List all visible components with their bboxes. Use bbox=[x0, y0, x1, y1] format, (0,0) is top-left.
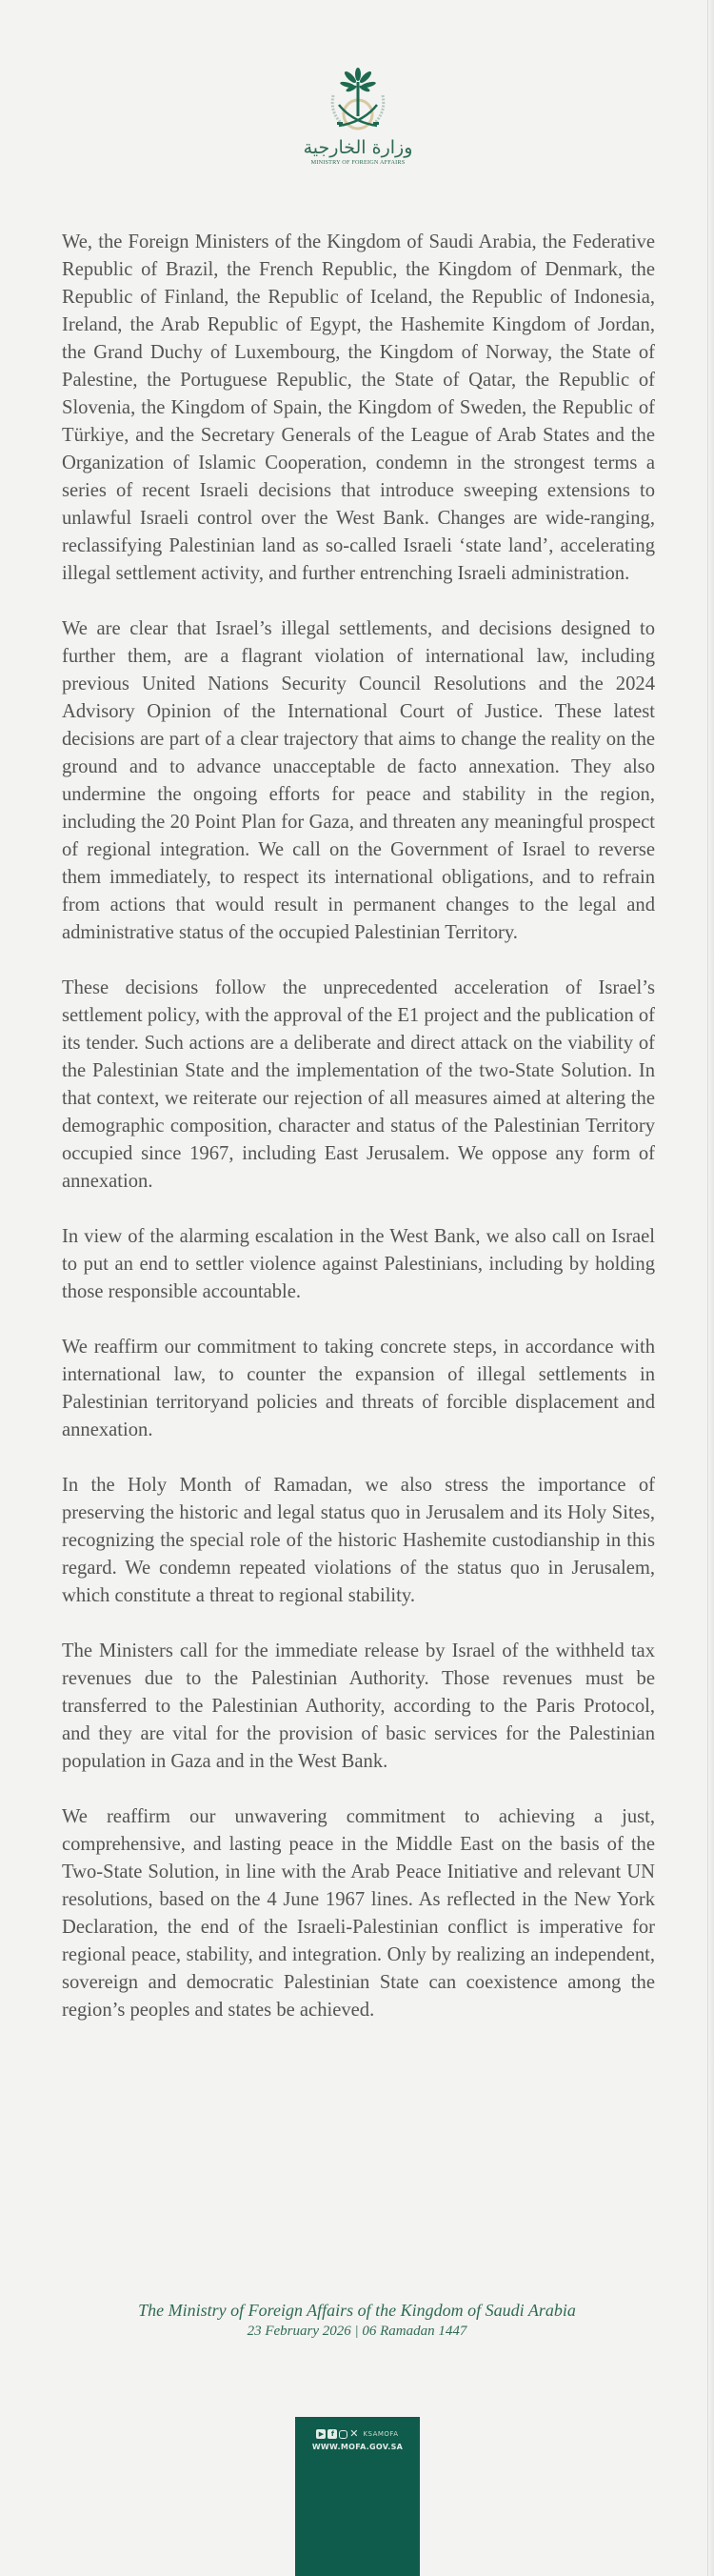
statement-paragraph-5: We reaffirm our commitment to taking concrete steps, in accordance with international law, to counter the expansion of illegal settlements in Palestinian territoryand policies and threats of forcible displacement and annexation. bbox=[62, 1337, 655, 1440]
signature-date: 23 February 2026 | 06 Ramadan 1447 bbox=[247, 2324, 467, 2339]
facebook-icon[interactable]: f bbox=[327, 2429, 337, 2439]
palm-and-swords-emblem-icon bbox=[320, 67, 396, 135]
x-icon[interactable]: ✕ bbox=[349, 2427, 359, 2440]
statement-body bbox=[62, 229, 655, 2052]
ministry-logo bbox=[303, 67, 413, 173]
signature-issuer: The Ministry of Foreign Affairs of the Kingdom of Saudi Arabia bbox=[138, 2301, 576, 2320]
logo-english-text: MINISTRY OF FOREIGN AFFAIRS bbox=[310, 159, 406, 166]
statement-paragraph-1: We, the Foreign Ministers of the Kingdom of Saudi Arabia, the Federative Republic of Brazil, the French Republic, the Kingdom of Denmark, the Republic of Finland, the Republic of Iceland, the Republic of Indonesia, Ireland, the Arab Republic of Egypt, the Hashemite Kingdom of Jordan, the Grand Duchy of Luxembourg, the Kingdom of Norway, the State of Palestine, the Portuguese Republic, the State of Qatar, the Republic of Slovenia, the Kingdom of Spain, the Kingdom of Sweden, the Republic of Türkiye, and the Secretary Generals of the League of Arab States and the Organization of Islamic Cooperation, condemn in the strongest terms a series of recent Israeli decisions that introduce sweeping extensions to unlawful Israeli control over the West Bank. Changes are wide-ranging, reclassifying Palestinian land as so-called Israeli ‘state land’, accelerating illegal settlement activity, and further entrenching Israeli administration. bbox=[62, 231, 655, 584]
footer-contact-box bbox=[295, 2417, 420, 2576]
statement-paragraph-3: These decisions follow the unprecedented acceleration of Israel’s settlement policy, with the approval of the E1 project and the publication of its tender. Such actions are a deliberate and direct attack on the viability of the Palestinian State and the implementation of the two-State Solution. In that context, we reiterate our rejection of all measures aimed at altering the demographic composition, character and status of the Palestinian Territory occupied since 1967, including East Jerusalem. We oppose any form of annexation. bbox=[62, 977, 655, 1192]
statement-paragraph-8: We reaffirm our unwavering commitment to achieving a just, comprehensive, and lasting peace in the Middle East on the basis of the Two-State Solution, in line with the Arab Peace Initiative and relevant UN resolutions, based on the 4 June 1967 lines. As reflected in the New York Declaration, the end of the Israeli-Palestinian conflict is imperative for regional peace, stability, and integration. Only by realizing an independent, sovereign and democratic Palestinian State can coexistence among the region’s peoples and states be achieved. bbox=[62, 1806, 655, 2021]
signature-block bbox=[0, 2300, 714, 2342]
page-edge bbox=[707, 0, 714, 2576]
social-handle[interactable]: KSAMOFA bbox=[363, 2430, 399, 2438]
youtube-icon[interactable]: ▶ bbox=[316, 2429, 326, 2439]
website-link[interactable]: WWW.MOFA.GOV.SA bbox=[311, 2443, 404, 2451]
statement-paragraph-6: In the Holy Month of Ramadan, we also stress the importance of preserving the historic and legal status quo in Jerusalem and its Holy Sites, recognizing the special role of the historic Hashemite custodianship in this regard. We condemn repeated violations of the status quo in Jerusalem, which constitute a threat to regional stability. bbox=[62, 1475, 655, 1606]
statement-paragraph-7: The Ministers call for the immediate release by Israel of the withheld tax revenues due to the Palestinian Authority. Those revenues must be transferred to the Palestinian Authority, according to the Paris Protocol, and they are vital for the provision of basic services for the Palestinian population in Gaza and in the West Bank. bbox=[62, 1640, 655, 1772]
statement-paragraph-4: In view of the alarming escalation in the West Bank, we also call on Israel to put an end to settler violence against Palestinians, including by holding those responsible accountable. bbox=[62, 1226, 655, 1302]
statement-paragraph-2: We are clear that Israel’s illegal settlements, and decisions designed to further them, are a flagrant violation of international law, including previous United Nations Security Council Resolutions and the 2024 Advisory Opinion of the International Court of Justice. These latest decisions are part of a clear trajectory that aims to change the reality on the ground and to advance unacceptable de facto annexation. They also undermine the ongoing efforts for peace and stability in the region, including the 20 Point Plan for Gaza, and threaten any meaningful prospect of regional integration. We call on the Government of Israel to reverse them immediately, to respect its international obligations, and to refrain from actions that would result in permanent changes to the legal and administrative status of the occupied Palestinian Territory. bbox=[62, 618, 655, 943]
instagram-icon[interactable] bbox=[339, 2430, 347, 2439]
logo-arabic-text: وزارة الخارجية bbox=[303, 137, 413, 158]
social-links bbox=[316, 2428, 398, 2440]
